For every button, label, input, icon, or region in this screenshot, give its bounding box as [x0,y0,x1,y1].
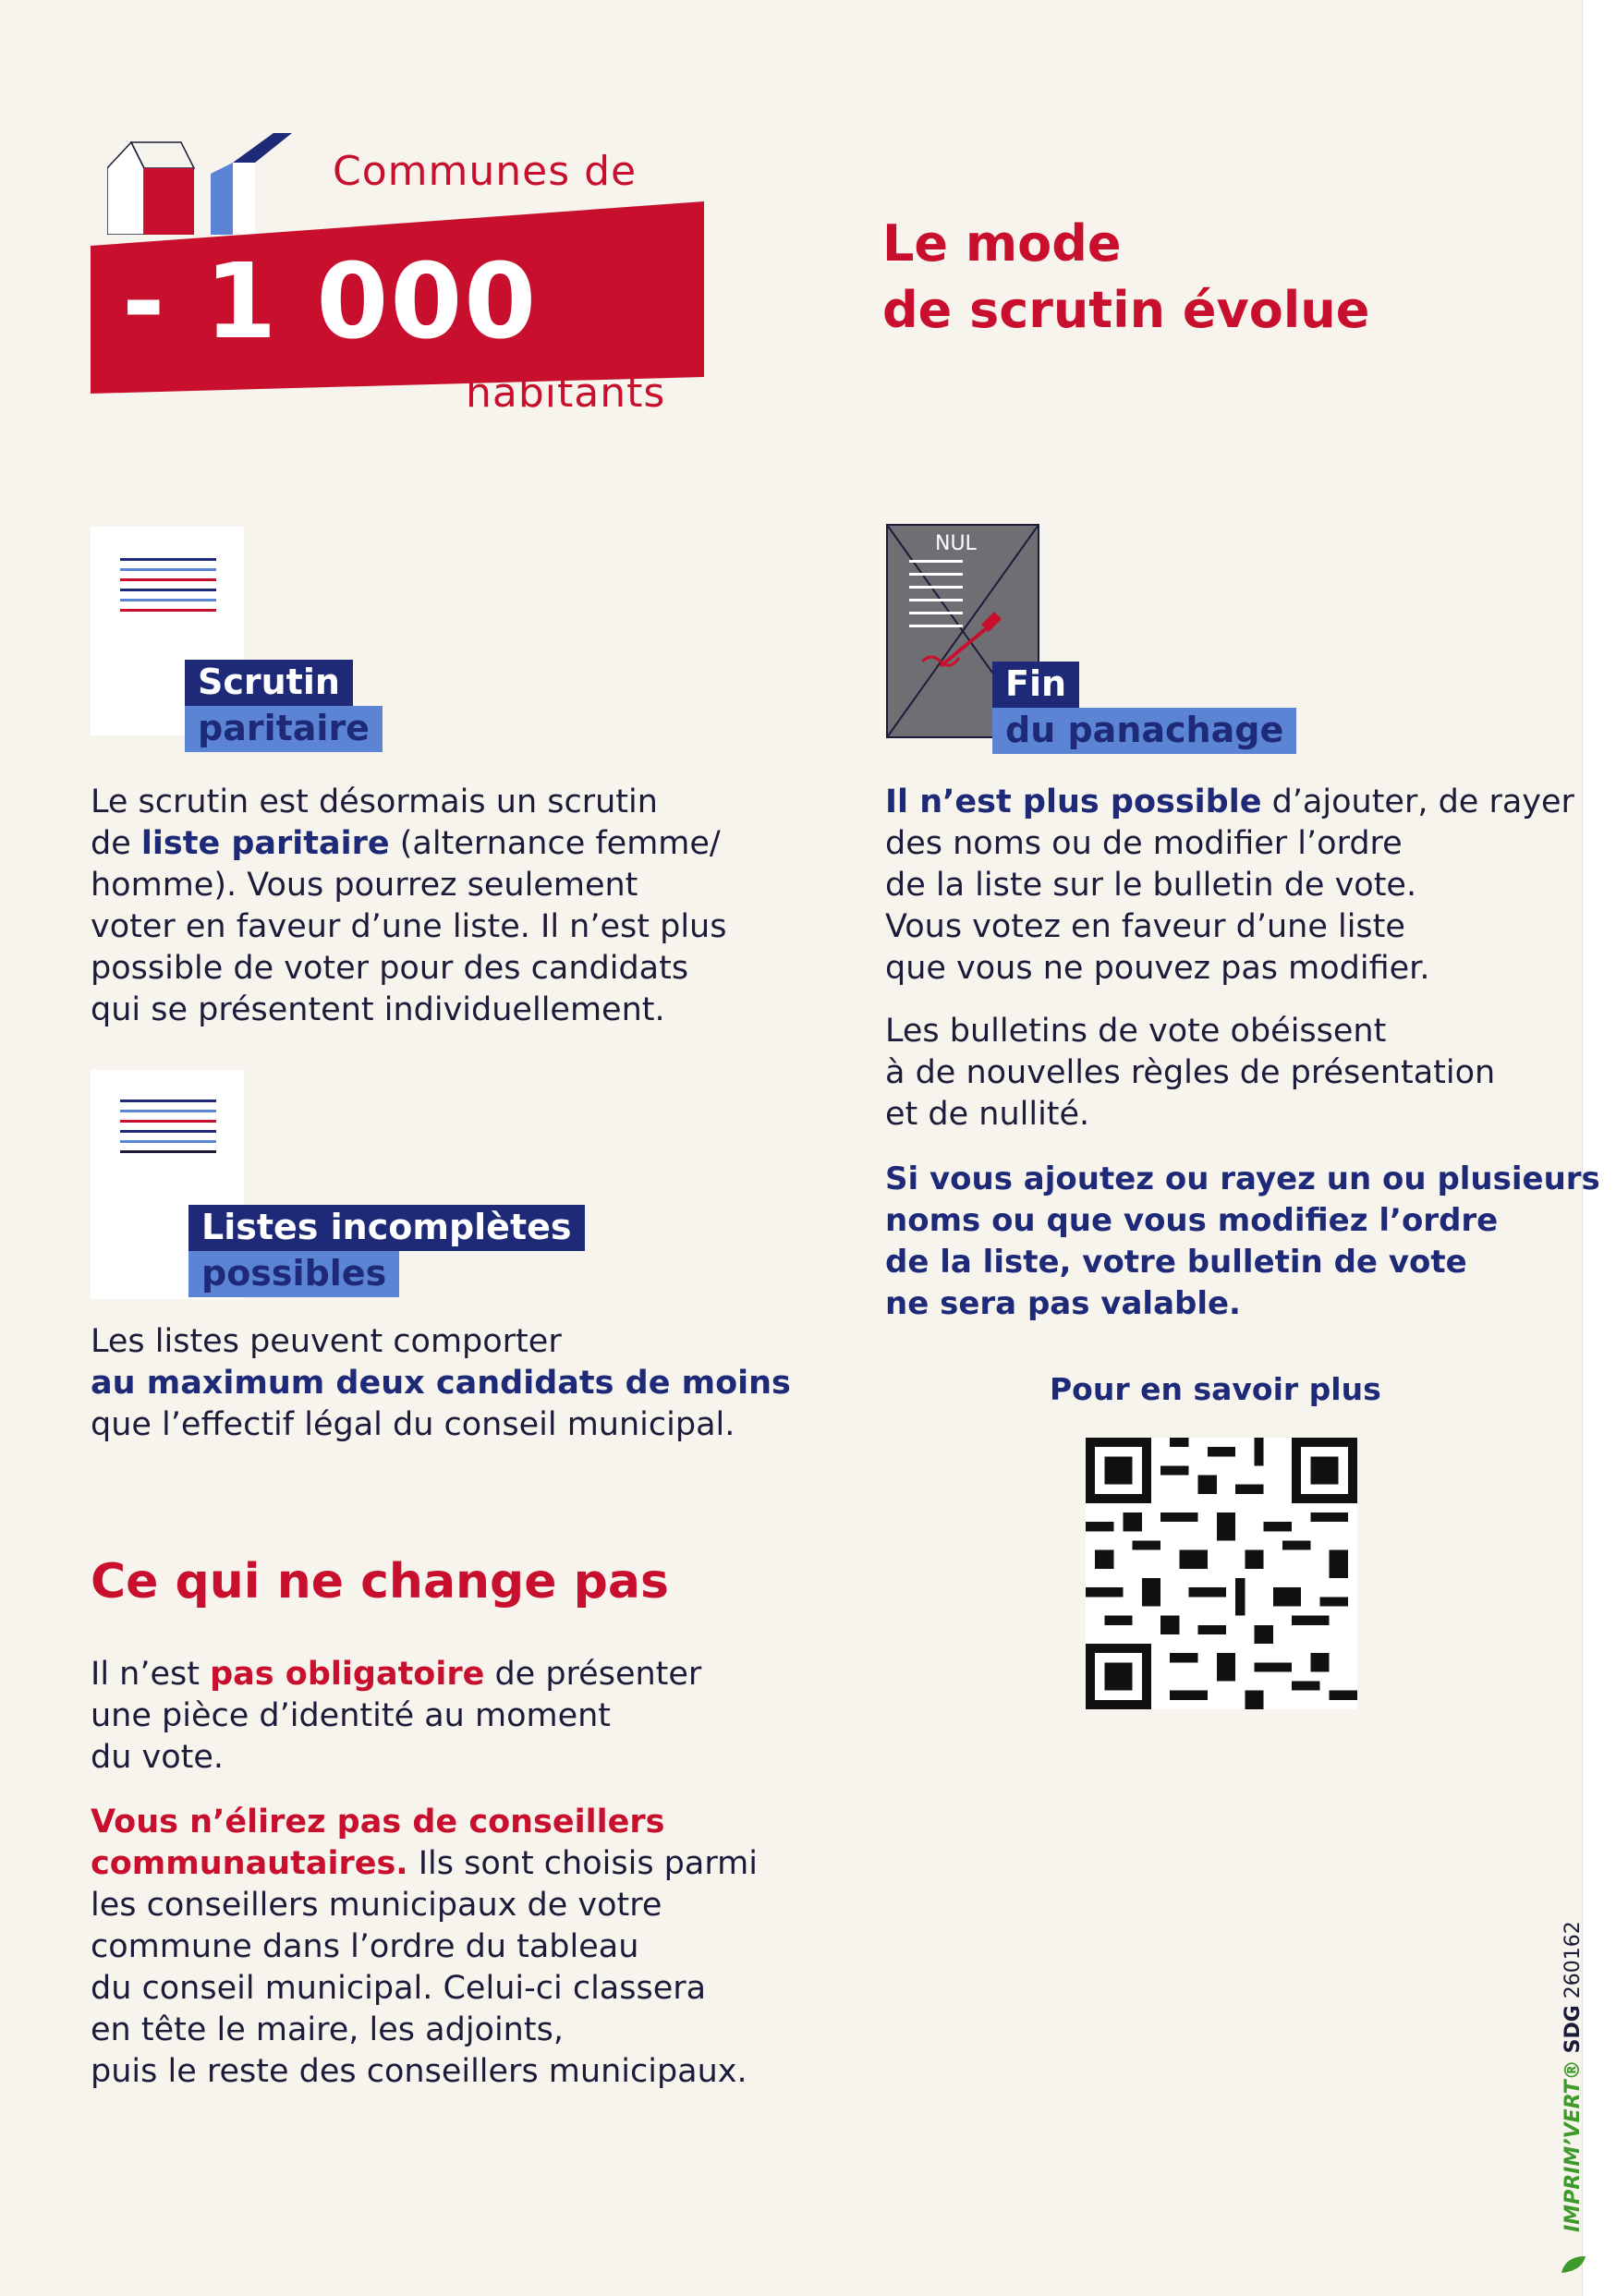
scrutin-paritaire-label [185,660,383,752]
page-edge [1582,0,1616,2296]
qr-code-icon[interactable] [1086,1438,1357,1709]
scrutin-paragraph: Le scrutin est désormais un scrutin de liste paritaire (alternance femme/ homme). Vous pourrez seulement voter en faveur d’une liste. Il n’est plus possible de voter pour des candidats qui se présentent individuellement. [91,784,727,1028]
print-code-number: 260162 [1561,1921,1585,1999]
ballot-nul-label: NUL [935,532,977,555]
ballot-lines-icon [120,558,216,619]
ne-change-pas-title: Ce qui ne change pas [91,1554,669,1610]
savoir-plus-link[interactable]: Pour en savoir plus [1050,1371,1381,1407]
label-fin: Fin [992,662,1079,708]
population-number: - 1 000 [122,242,539,362]
imprim-vert-label: IMPRIM’VERT® [1561,2059,1585,2232]
ne-change-pas-paragraph-2: Vous n’élirez pas de conseillers communautaires. Ils sont choisis parmi les conseillers municipaux de votre commune dans l’ordre du tableau du conseil municipal. Celui-ci classera en tête le maire, les adjoints, puis le reste des conseillers municipaux. [91,1804,758,2090]
title-line-2: de scrutin évolue [882,281,1370,339]
panachage-warning: Si vous ajoutez ou rayez un ou plusieurs noms ou que vous modifiez l’ordre de la liste, votre bulletin de vote ne sera pas valable. [885,1160,1600,1322]
ne-change-pas-paragraph-1: Il n’est pas obligatoire de présenter une pièce d’identité au moment du vote. [91,1656,702,1776]
label-scrutin: Scrutin [185,660,353,706]
page-title [882,211,1369,344]
fin-panachage-label [992,662,1296,754]
sdg-label: SDG [1561,2005,1585,2054]
panachage-paragraph-2: Les bulletins de vote obéissent à de nouvelles règles de présentation et de nullité. [885,1013,1496,1133]
title-line-1: Le mode [882,214,1122,273]
label-listes-incompletes: Listes incomplètes [188,1205,585,1251]
communes-de-text: Communes de [333,148,638,195]
listes-paragraph: Les listes peuvent comporter au maximum deux candidats de moins que l’effectif légal du conseil municipal. [91,1323,791,1443]
label-possibles: possibles [188,1251,399,1297]
listes-incompletes-label [188,1205,585,1297]
panachage-paragraph-1: Il n’est plus possible d’ajouter, de rayer des noms ou de modifier l’ordre de la liste sur le bulletin de vote. Vous votez en faveur d’une liste que vous ne pouvez pas modifier. [885,784,1574,987]
label-paritaire: paritaire [185,706,383,752]
print-code [1561,1921,1585,2232]
habitants-text: habitants [466,370,666,417]
ballot-lines-icon-2 [120,1099,216,1160]
label-du-panachage: du panachage [992,708,1296,754]
leaf-icon [1560,2254,1587,2275]
